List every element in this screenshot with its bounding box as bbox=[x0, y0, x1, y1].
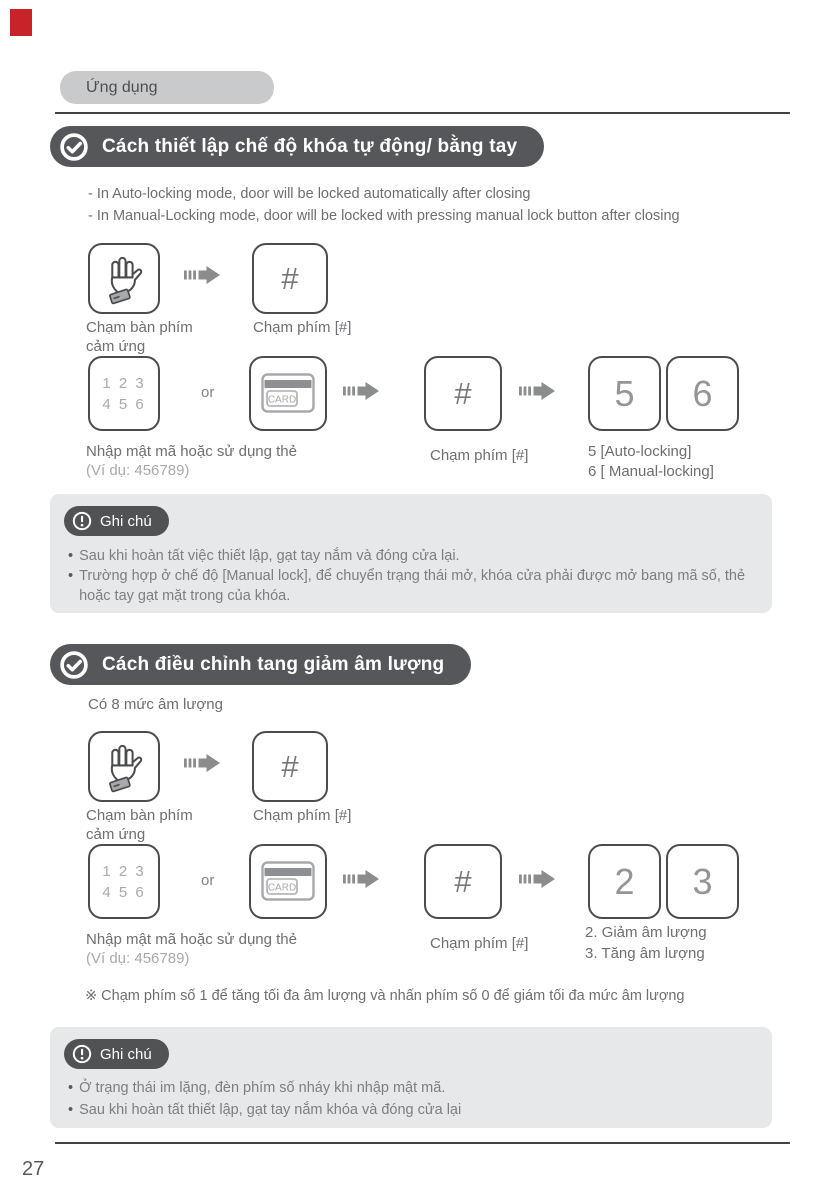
digit-key-label: 3 bbox=[692, 860, 713, 902]
hash-key-label: # bbox=[281, 260, 299, 296]
note-item: • Ở trạng thái im lặng, đèn phím số nháy khi nhập mật mã. bbox=[68, 1080, 446, 1096]
svg-text:CARD: CARD bbox=[267, 882, 297, 894]
page-corner-marker bbox=[10, 9, 32, 36]
note-item: • Sau khi hoàn tất việc thiết lập, gạt tay nắm và đóng cửa lại. bbox=[68, 548, 460, 564]
arrow-right-icon bbox=[184, 262, 222, 288]
description-line: - In Auto-locking mode, door will be locked automatically after closing bbox=[88, 186, 531, 202]
top-divider bbox=[55, 112, 790, 114]
card-icon bbox=[261, 861, 315, 902]
note-item: • Sau khi hoàn tất thiết lập, gạt tay nắm khóa và đóng cửa lại bbox=[68, 1102, 462, 1118]
arrow-right-icon bbox=[184, 750, 222, 776]
digit-key-label: 5 bbox=[614, 372, 635, 414]
pin-keypad-box bbox=[88, 844, 160, 919]
hash-key-label: # bbox=[454, 375, 472, 411]
section1-header bbox=[50, 126, 544, 167]
note-label: Ghi chú bbox=[100, 512, 152, 530]
chapter-tab bbox=[60, 71, 274, 104]
section2-header bbox=[50, 644, 471, 685]
touch-keypad-box bbox=[88, 243, 160, 314]
hash-key-box bbox=[252, 243, 328, 314]
hash-key-box bbox=[252, 731, 328, 802]
card-box bbox=[249, 356, 327, 431]
section2-title: Cách điều chỉnh tang giảm âm lượng bbox=[102, 653, 445, 675]
digit-key-box bbox=[666, 844, 739, 919]
hash-key-caption: Chạm phím [#] bbox=[253, 319, 352, 336]
arrow-right-icon bbox=[519, 866, 557, 892]
section1-title: Cách thiết lập chế độ khóa tự động/ bằng tay bbox=[102, 135, 518, 157]
note-label-pill bbox=[64, 1039, 169, 1069]
section1-description bbox=[88, 183, 680, 227]
card-box bbox=[249, 844, 327, 919]
touch-keypad-caption: Chạm bàn phím cảm ứng bbox=[86, 807, 193, 843]
bottom-divider bbox=[55, 1142, 790, 1144]
touch-hand-icon bbox=[99, 252, 149, 306]
note-items bbox=[68, 1077, 750, 1121]
description-line: - In Manual-Locking mode, door will be locked with pressing manual lock button after closing bbox=[88, 208, 680, 224]
digit-key-label: 2 bbox=[614, 860, 635, 902]
arrow-right-icon bbox=[343, 866, 381, 892]
hash-key-caption: Chạm phím [#] bbox=[430, 447, 529, 464]
volume-footnote: ※ Chạm phím số 1 để tăng tối đa âm lượng và nhấn phím số 0 để giám tối đa mức âm lượng bbox=[85, 988, 685, 1004]
pin-keypad-caption: Nhập mật mã hoặc sử dụng thẻ (Ví dụ: 456789) bbox=[86, 931, 297, 967]
pin-keypad-box bbox=[88, 356, 160, 431]
digit-keys-caption: 5 [Auto-locking] 6 [ Manual-locking] bbox=[588, 443, 714, 480]
check-circle-icon bbox=[59, 132, 89, 162]
check-circle-icon bbox=[59, 650, 89, 680]
chapter-tab-label: Ứng dụng bbox=[86, 78, 158, 96]
hash-key-label: # bbox=[281, 748, 299, 784]
or-label: or bbox=[201, 384, 215, 401]
arrow-right-icon bbox=[519, 378, 557, 404]
hash-key-box bbox=[424, 844, 502, 919]
note-box bbox=[50, 1027, 772, 1128]
hash-key-caption: Chạm phím [#] bbox=[253, 807, 352, 824]
touch-keypad-box bbox=[88, 731, 160, 802]
digit-key-box bbox=[666, 356, 739, 431]
touch-keypad-caption: Chạm bàn phím cảm ứng bbox=[86, 319, 193, 355]
arrow-right-icon bbox=[343, 378, 381, 404]
card-icon bbox=[261, 373, 315, 414]
hash-key-caption: Chạm phím [#] bbox=[430, 935, 529, 952]
svg-text:CARD: CARD bbox=[267, 394, 297, 406]
note-item: • Trường hợp ở chế độ [Manual lock], để chuyển trạng thái mở, khóa cửa phải được mở bang mã số, thẻ hoặc tay gạt mặt trong của khóa. bbox=[68, 568, 746, 604]
note-label-pill bbox=[64, 506, 169, 536]
page-number: 27 bbox=[22, 1158, 45, 1180]
pin-keypad-caption: Nhập mật mã hoặc sử dụng thẻ (Ví dụ: 456789) bbox=[86, 443, 297, 479]
digit-key-box bbox=[588, 356, 661, 431]
digit-key-box bbox=[588, 844, 661, 919]
pin-keypad-digits: 1 2 3 4 5 6 bbox=[102, 374, 146, 413]
hash-key-box bbox=[424, 356, 502, 431]
exclamation-circle-icon bbox=[72, 1044, 92, 1064]
note-items bbox=[68, 546, 750, 606]
digit-key-label: 6 bbox=[692, 372, 713, 414]
note-label: Ghi chú bbox=[100, 1045, 152, 1063]
or-label: or bbox=[201, 872, 215, 889]
digit-keys-caption: 2. Giảm âm lượng 3. Tăng âm lượng bbox=[585, 924, 707, 962]
section2-description: Có 8 mức âm lượng bbox=[88, 696, 223, 713]
touch-hand-icon bbox=[99, 740, 149, 794]
hash-key-label: # bbox=[454, 863, 472, 899]
note-box bbox=[50, 494, 772, 613]
pin-keypad-digits: 1 2 3 4 5 6 bbox=[102, 862, 146, 901]
exclamation-circle-icon bbox=[72, 511, 92, 531]
